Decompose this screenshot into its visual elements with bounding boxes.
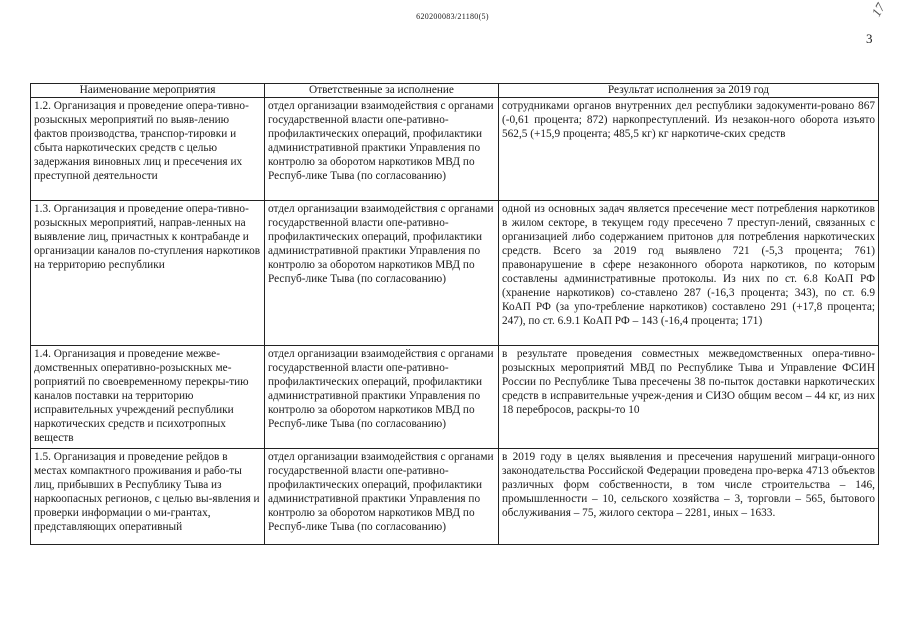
result-cell: в 2019 году в целях выявления и пресечения нарушений миграци-онного законодательства Российской Федерации проведена про-верка 4713 объектов различных форм собственности, в том числе строительства – 146, промышленности – 10, сельского хозяйства – 3, торговли – 565, бытового обслуживания – 75, жилого сектора – 2281, иных – 1633.: [499, 449, 879, 545]
result-cell: сотрудниками органов внутренних дел республики задокументи-ровано 867 (-0,61 процента; 872) наркопреступлений. Из незакон-ного оборота изъято 562,5 (+15,9 процента; 485,5 кг) кг наркотиче-ских средств: [499, 98, 879, 201]
table-row: [31, 449, 879, 545]
document-code: 620200083/21180(5): [416, 12, 489, 21]
column-header-responsible: Ответственные за исполнение: [265, 84, 499, 98]
table-row: [31, 201, 879, 346]
responsible-cell: отдел организации взаимодействия с органами государственной власти опе-ративно-профилактических операций, профилактики административной практики Управления по контролю за оборотом наркотиков МВД по Респуб-лике Тыва (по согласованию): [265, 346, 499, 449]
activities-table: [30, 83, 879, 545]
activity-cell: 1.5. Организация и проведение рейдов в местах компактного проживания и рабо-ты лиц, прибывших в Республику Тыва из наркоопасных регионов, с целью вы-явления и проверки информации о ми-грантах, представляющих оперативный: [31, 449, 265, 545]
activity-cell: 1.2. Организация и проведение опера-тивно-розыскных мероприятий по выяв-лению фактов производства, транспор-тировки и сбыта наркотических средств с целью задержания виновных лиц и пресечения их преступной деятельности: [31, 98, 265, 201]
activity-cell: 1.4. Организация и проведение межве-домственных оперативно-розыскных ме-роприятий по своевременному перекры-тию каналов поставки на территорию исправительных учреждений республики наркотических средств и психотропных веществ: [31, 346, 265, 449]
responsible-cell: отдел организации взаимодействия с органами государственной власти опе-ративно-профилактических операций, профилактики административной практики Управления по контролю за оборотом наркотиков МВД по Респуб-лике Тыва (по согласованию): [265, 98, 499, 201]
activity-cell: 1.3. Организация и проведение опера-тивно-розыскных мероприятий, направ-ленных на выявление лиц, причастных к контрабанде и организации каналов по-ступления наркотиков на территорию республики: [31, 201, 265, 346]
table-header-row: [31, 84, 879, 98]
table-row: [31, 98, 879, 201]
handwritten-page-mark: 17: [868, 0, 888, 20]
result-cell: в результате проведения совместных межведомственных опера-тивно-розыскных мероприятий МВД по Республике Тыва и Управление ФСИН России по Республике Тыва пресечены 38 по-пыток доставки наркотических средств в исправительные учреж-дения и СИЗО общим весом – 44 кг, из них 18 перебросов, раскры-то 10: [499, 346, 879, 449]
result-cell: одной из основных задач является пресечение мест потребления наркотиков в жилом секторе, в текущем году пресечено 7 преступ-лений, связанных с организацией либо содержанием притонов для потребления наркотических средств. Всего за 2019 год выявлено 721 (-5,3 процента; 761) правонарушение в сфере незаконного оборота наркотиков, по которым составлены административные протоколы. Из них по ст. 6.8 КоАП РФ (хранение наркотиков) со-ставлено 287 (-16,3 процента; 343), по ст. 6.9 КоАП РФ (за упо-требление наркотиков) составлено 291 (+17,8 процента; 247), по ст. 6.9.1 КоАП РФ – 143 (-16,4 процента; 171): [499, 201, 879, 346]
responsible-cell: отдел организации взаимодействия с органами государственной власти опе-ративно-профилактических операций, профилактики административной практики Управления по контролю за оборотом наркотиков МВД по Респуб-лике Тыва (по согласованию): [265, 449, 499, 545]
column-header-activity: Наименование мероприятия: [31, 84, 265, 98]
table-row: [31, 346, 879, 449]
page-number: 3: [866, 31, 873, 46]
responsible-cell: отдел организации взаимодействия с органами государственной власти опе-ративно-профилактических операций, профилактики административной практики Управления по контролю за оборотом наркотиков МВД по Респуб-лике Тыва (по согласованию): [265, 201, 499, 346]
column-header-result: Результат исполнения за 2019 год: [499, 84, 879, 98]
